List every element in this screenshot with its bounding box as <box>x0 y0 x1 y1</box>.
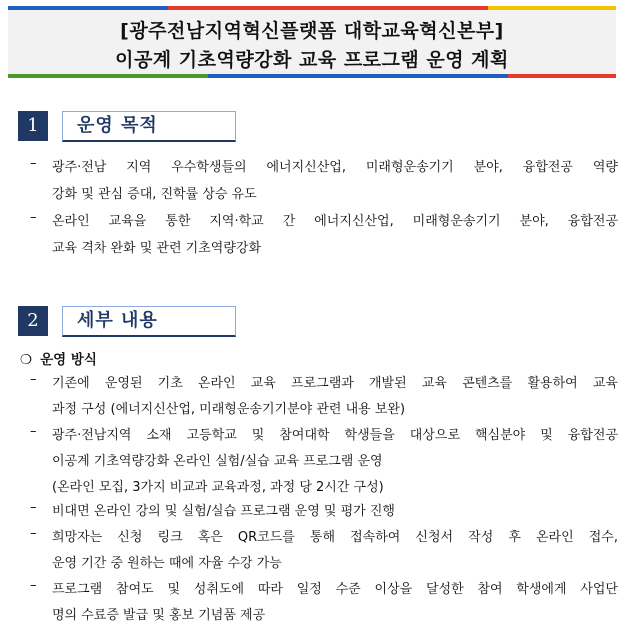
section-title: 운영 목적 <box>62 111 236 142</box>
title-box <box>8 6 616 78</box>
bullet-line: 광주·전남지역 소재 고등학교 및 참여대학 학생들을 대상으로 핵심분야 및 융합전공 <box>52 428 618 443</box>
bullet-line: 기존에 운영된 기초 온라인 교육 프로그램과 개발된 교육 콘텐츠를 활용하여 교육 <box>52 376 618 391</box>
title-bar-bottom-blue <box>208 74 508 78</box>
bullet-line: 강화 및 관심 증대, 진학률 상승 유도 <box>52 187 257 202</box>
bullet-line: 희망자는 신청 링크 혹은 QR코드를 통해 접속하여 신청서 작성 후 온라인 접수, <box>52 530 618 545</box>
dash-marker: – <box>30 500 37 515</box>
title-bar-bottom-green <box>8 74 208 78</box>
dash-marker: – <box>30 210 37 225</box>
circle-bullet-icon: ❍ <box>20 352 33 368</box>
title-bar-top-yellow <box>488 6 616 10</box>
sub-heading <box>20 348 97 368</box>
bullet-line: 과정 구성 (에너지신산업, 미래형운송기기분야 관련 내용 보완) <box>52 402 406 417</box>
dash-marker: – <box>30 372 37 387</box>
section-title: 세부 내용 <box>62 306 236 337</box>
title-bar-top-red <box>168 6 488 10</box>
bullet-line: 온라인 교육을 통한 지역·학교 간 에너지신산업, 미래형운송기기 분야, 융합전공 <box>52 214 618 229</box>
dash-marker: – <box>30 578 37 593</box>
bullet-line: 프로그램 참여도 및 성취도에 따라 일정 수준 이상을 달성한 참여 학생에게 사업단 <box>52 582 618 597</box>
bullet-line: 명의 수료증 발급 및 홍보 기념품 제공 <box>52 608 266 623</box>
bullet-line: 교육 격차 완화 및 관련 기초역량강화 <box>52 241 262 256</box>
sub-heading-text: 운영 방식 <box>40 352 97 368</box>
title-bar-top-blue <box>8 6 168 10</box>
section-number: 2 <box>18 306 48 336</box>
bullet-line: 이공계 기초역량강화 온라인 실험/실습 교육 프로그램 운영 <box>52 454 383 469</box>
dash-marker: – <box>30 424 37 439</box>
bullet-line: 운영 기간 중 원하는 때에 자율 수강 가능 <box>52 556 282 571</box>
title-line-1: [광주전남지역혁신플랫폼 대학교육혁신본부] <box>120 20 504 42</box>
dash-marker: – <box>30 526 37 541</box>
dash-marker: – <box>30 156 37 171</box>
section-number: 1 <box>18 111 48 141</box>
bullet-line: 광주·전남 지역 우수학생들의 에너지신산업, 미래형운송기기 분야, 융합전공 역량 <box>52 160 618 175</box>
bullet-line: (온라인 모집, 3가지 비교과 교육과정, 과정 당 2시간 구성) <box>52 480 384 495</box>
title-bar-bottom-red <box>508 74 616 78</box>
bullet-line: 비대면 온라인 강의 및 실험/실습 프로그램 운영 및 평가 진행 <box>52 504 395 519</box>
title-line-2: 이공계 기초역량강화 교육 프로그램 운영 계획 <box>115 49 509 71</box>
